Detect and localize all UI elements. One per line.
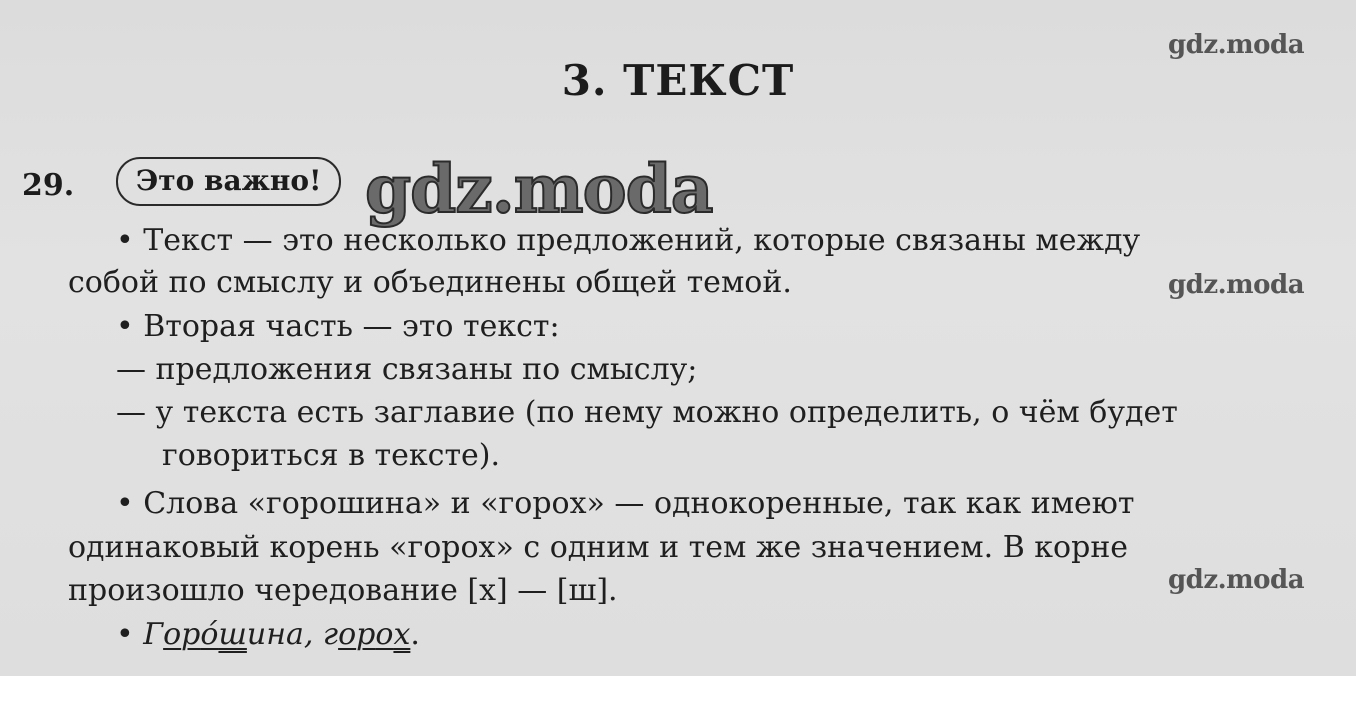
example-line: • Горо́шина, горох. (116, 617, 420, 652)
text-line-9: произошло чередование [х] — [ш]. (68, 573, 618, 608)
text-line-8: одинаковый корень «горох» с одним и тем же значением. В корне (68, 530, 1129, 565)
section-title: 3. ТЕКСТ (561, 56, 795, 105)
example-words: Горо́шина, горох (143, 617, 411, 652)
text-line-1: • Текст — это несколько предложений, которые связаны между (116, 223, 1141, 258)
important-badge: Это важно! (116, 157, 341, 206)
text-line-3: • Вторая часть — это текст: (116, 309, 560, 344)
text-line-5: — у текста есть заглавие (по нему можно определить, о чём будет (116, 395, 1178, 430)
watermark-large: gdz.moda (365, 150, 713, 228)
text-line-6: говориться в тексте). (162, 438, 501, 473)
exercise-number: 29. (22, 168, 75, 203)
text-line-4: — предложения связаны по смыслу; (116, 352, 698, 387)
watermark-bottom-right: gdz.moda (1168, 565, 1305, 595)
watermark-middle-right: gdz.moda (1168, 270, 1305, 300)
text-line-2: собой по смыслу и объединены общей темой. (68, 265, 792, 300)
watermark-top-right: gdz.moda (1168, 30, 1305, 60)
text-line-7: • Слова «горошина» и «горох» — однокоренные, так как имеют (116, 486, 1135, 521)
example-bullet: • (116, 617, 144, 652)
